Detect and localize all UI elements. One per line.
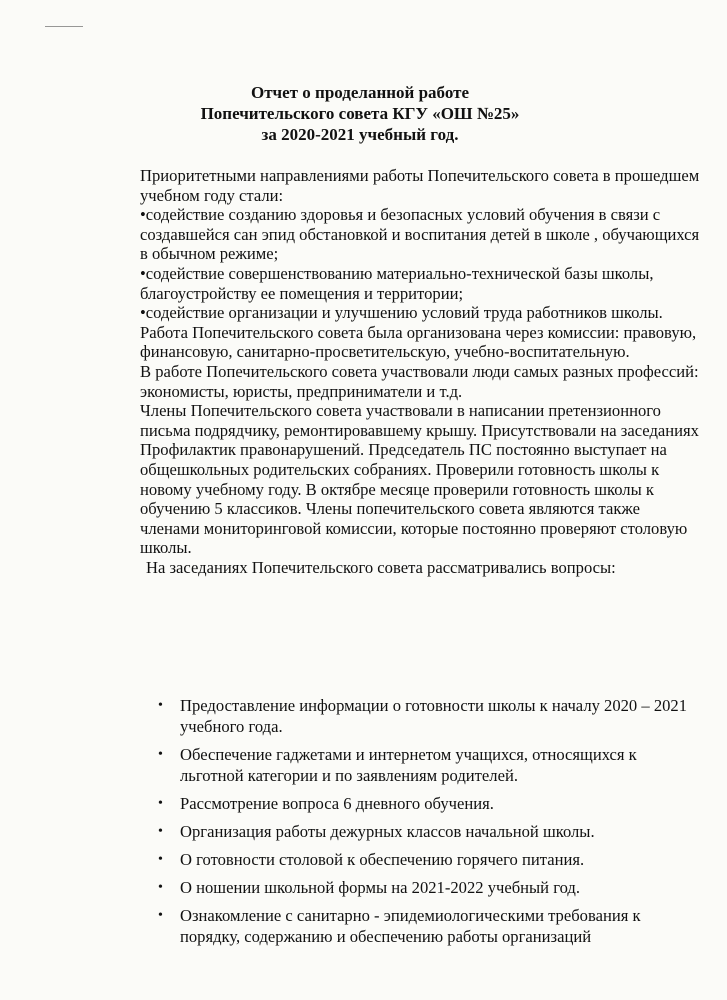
title-line-2: Попечительского совета КГУ «ОШ №25» [200, 104, 520, 123]
list-item: • Обеспечение гаджетами и интернетом учащихся, относящихся к льготной категории и по заявлениям родителей. [158, 745, 637, 785]
bullet-icon: • [158, 698, 163, 713]
list-item: • Организация работы дежурных классов начальной школы. [158, 822, 595, 841]
paragraph-commissions: Работа Попечительского совета была организована через комиссии: правовую, финансовую, санитарно-просветительскую, учебно-воспитательную. [140, 322, 697, 362]
bullet-icon: • [158, 796, 163, 811]
bullet-icon: • [158, 908, 163, 923]
bullet-icon: • [158, 747, 163, 762]
list-item: • О готовности столовой к обеспечению горячего питания. [158, 850, 585, 869]
paragraph-priorities: Приоритетными направлениями работы Попечительского совета в прошедшем учебном году стали: [140, 166, 700, 205]
title-line-3: за 2020-2021 учебный год. [261, 125, 459, 144]
title-line-1: Отчет о проделанной работе [250, 83, 470, 102]
list-item: • Предоставление информации о готовности школы к началу 2020 – 2021 учебного года. [158, 696, 688, 736]
paragraph-work-conditions: •содействие организации и улучшению условий труда работников школы. [140, 303, 663, 323]
bullet-icon: • [158, 852, 163, 867]
scan-edge-mark [45, 26, 83, 27]
list-item: • О ношении школьной формы на 2021-2022 учебный год. [158, 878, 581, 897]
paragraph-activities: Члены Попечительского совета участвовали в написании претензионного письма подрядчику, ремонтировавшему крышу. Присутствовали на заседаниях Профилактик правонарушений. Председатель ПС постоянно выступает на общешкольных родительских собраниях. Проверили готовность школы к новому учебному году. В октябре месяце проверили готовность школы к обучению 5 классиков. Члены попечительского совета являются также членами мониторинговой комиссии, которые постоянно проверяют столовую школы. [140, 401, 699, 558]
bullet-icon: • [158, 824, 163, 839]
document-body [140, 166, 700, 577]
paragraph-health-safety: •содействие созданию здоровья и безопасных условий обучения в связи с создавшейся сан эпид обстановкой и воспитания детей в школе , обучающихся в обычном режиме; [140, 205, 700, 264]
document-title [0, 82, 727, 145]
paragraph-professions: В работе Попечительского совета участвовали люди самых разных профессий: экономисты, юристы, предприниматели и т.д. [140, 361, 699, 401]
paragraph-material-base: •содействие совершенствованию материально-технической базы школы, благоустройству ее помещения и территории; [140, 263, 654, 303]
list-item: • Рассмотрение вопроса 6 дневного обучения. [158, 794, 494, 813]
list-item: • Ознакомление с санитарно - эпидемиологическими требования к порядку, содержанию и обеспечению работы организаций [158, 906, 641, 946]
paragraph-issues-intro: На заседаниях Попечительского совета рассматривались вопросы: [146, 557, 616, 577]
bullet-icon: • [158, 880, 163, 895]
issues-list [158, 695, 703, 954]
